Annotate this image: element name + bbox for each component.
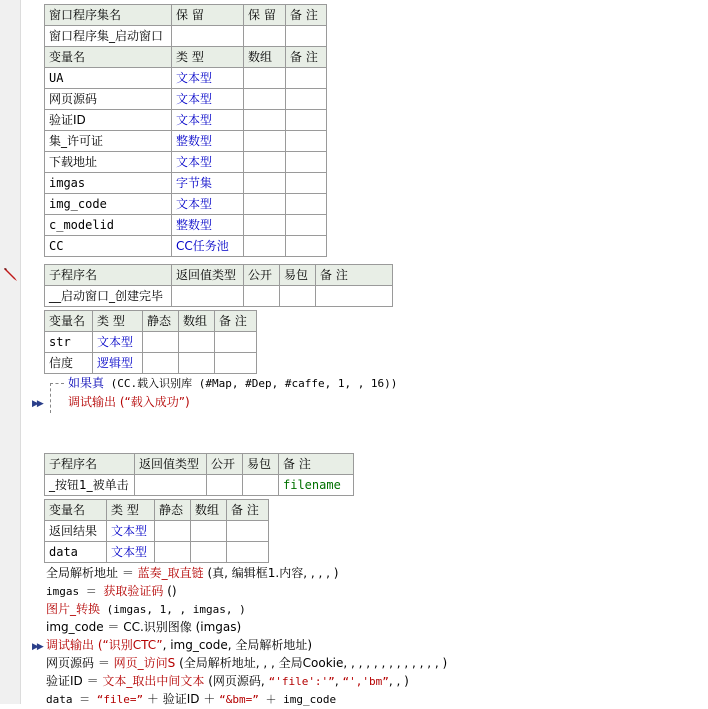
local-var-table-startup (44, 310, 257, 374)
code-function: 获取验证码 (103, 584, 164, 598)
header-cell: 备 注 (316, 265, 393, 286)
code-function: 文本_取出中间文本 (102, 674, 205, 688)
var-name[interactable]: CC (45, 236, 172, 257)
header-cell: 易包 (243, 454, 279, 475)
arrow-marker-icon: ▶▶ (32, 399, 42, 409)
var-type[interactable]: CC任务池 (172, 236, 244, 257)
code-line[interactable] (46, 600, 246, 619)
debug-function: 调试输出 (68, 395, 117, 409)
subroutine-table-startup (44, 264, 393, 307)
pencil-icon[interactable] (3, 266, 19, 282)
var-row[interactable] (45, 542, 269, 563)
header-cell: 返回值类型 (135, 454, 207, 475)
header-cell: 变量名 (45, 311, 93, 332)
arrow-marker-icon: ▶▶ (32, 642, 42, 652)
code-line[interactable] (46, 672, 409, 691)
code-line[interactable] (46, 618, 241, 636)
code-string: “'file':'” (268, 675, 335, 688)
subroutine-header-row (45, 454, 354, 475)
code-line-if[interactable] (68, 374, 397, 393)
header-cell: 备 注 (215, 311, 257, 332)
assembly-name[interactable]: 窗口程序集_启动窗口 (45, 26, 172, 47)
header-cell: 数组 (179, 311, 215, 332)
var-row[interactable] (45, 131, 327, 152)
header-cell: 数组 (191, 500, 227, 521)
header-cell: 变量名 (45, 500, 107, 521)
var-name[interactable]: imgas (45, 173, 172, 194)
subroutine-name[interactable]: _按钮1_被单击 (45, 475, 135, 496)
var-row[interactable] (45, 194, 327, 215)
code-line[interactable] (46, 564, 338, 582)
header-cell: 易包 (280, 265, 316, 286)
code-function: 图片_转换 (46, 602, 101, 616)
var-type[interactable]: 文本型 (107, 542, 155, 563)
code-line[interactable] (46, 582, 177, 601)
header-cell: 变量名 (45, 47, 172, 68)
var-type[interactable]: 文本型 (107, 521, 155, 542)
var-name[interactable]: 集_许可证 (45, 131, 172, 152)
var-name[interactable]: 下载地址 (45, 152, 172, 173)
header-cell: 备 注 (227, 500, 269, 521)
var-type[interactable]: 文本型 (172, 68, 244, 89)
subroutine-table-button (44, 453, 354, 496)
debug-args: (“载入成功”) (116, 395, 190, 409)
var-row[interactable] (45, 152, 327, 173)
code-text: (真, 编辑框1.内容, , , , ) (203, 566, 339, 580)
var-type[interactable]: 整数型 (172, 131, 244, 152)
header-cell: 类 型 (107, 500, 155, 521)
subroutine-name[interactable]: __启动窗口_创建完毕 (45, 286, 172, 307)
var-row[interactable] (45, 173, 327, 194)
subroutine-name-row[interactable] (45, 475, 354, 496)
header-cell: 类 型 (172, 47, 244, 68)
code-string: “file=” (96, 693, 144, 706)
var-row[interactable] (45, 332, 257, 353)
var-name[interactable]: data (45, 542, 107, 563)
code-string: (“识别CTC” (94, 638, 163, 652)
assembly-name-row[interactable] (45, 26, 327, 47)
header-cell: 保 留 (172, 5, 244, 26)
header-cell: 数组 (244, 47, 286, 68)
header-cell: 子程序名 (45, 265, 172, 286)
header-cell: 窗口程序集名 (45, 5, 172, 26)
code-text: , img_code, 全局解析地址) (162, 638, 313, 652)
if-condition: (CC.载入识别库 (#Map, #Dep, #caffe, 1, , 16)) (104, 377, 398, 390)
code-text: ＋ img_code (258, 693, 337, 706)
subroutine-remark[interactable]: filename (279, 475, 354, 496)
var-name[interactable]: UA (45, 68, 172, 89)
header-cell: 备 注 (286, 5, 327, 26)
code-line-debug[interactable] (68, 393, 190, 411)
var-row[interactable] (45, 521, 269, 542)
var-row[interactable] (45, 215, 327, 236)
code-text: ＋ 验证ID ＋ (143, 692, 220, 706)
var-row[interactable] (45, 68, 327, 89)
code-text: () (163, 584, 177, 598)
code-line[interactable] (46, 636, 312, 654)
code-text: imgas ＝ (46, 585, 104, 598)
code-function: 蓝奏_取直链 (137, 566, 204, 580)
code-text: (网页源码, (204, 674, 269, 688)
var-type[interactable]: 文本型 (172, 194, 244, 215)
var-row[interactable] (45, 89, 327, 110)
code-text: (全局解析地址, , , 全局Cookie, , , , , , , , , , , , , ) (175, 656, 448, 670)
var-type[interactable]: 文本型 (93, 332, 143, 353)
var-type[interactable]: 整数型 (172, 215, 244, 236)
subroutine-name-row[interactable] (45, 286, 393, 307)
code-text: , , ) (388, 674, 409, 688)
var-row[interactable] (45, 353, 257, 374)
var-header-row (45, 47, 327, 68)
code-text: 验证ID ＝ (46, 674, 103, 688)
if-keyword: 如果真 (68, 376, 105, 390)
code-text: img_code ＝ CC.识别图像 (imgas) (46, 620, 242, 634)
var-name[interactable]: str (45, 332, 93, 353)
code-text: (imgas, 1, , imgas, ) (100, 603, 246, 616)
code-string: “&bm=” (219, 693, 259, 706)
header-cell: 保 留 (244, 5, 286, 26)
header-cell: 备 注 (286, 47, 327, 68)
code-line[interactable] (46, 654, 447, 672)
assembly-header-row (45, 5, 327, 26)
header-cell: 静态 (143, 311, 179, 332)
var-name[interactable]: 返回结果 (45, 521, 107, 542)
header-cell: 静态 (155, 500, 191, 521)
var-name[interactable]: img_code (45, 194, 172, 215)
var-type[interactable]: 文本型 (172, 152, 244, 173)
var-type[interactable]: 文本型 (172, 89, 244, 110)
editor-gutter (0, 0, 21, 704)
var-name[interactable]: 验证ID (45, 110, 172, 131)
code-string: “','bm” (342, 675, 389, 688)
header-cell: 类 型 (93, 311, 143, 332)
var-header-row (45, 311, 257, 332)
var-row[interactable] (45, 236, 327, 257)
code-line[interactable] (46, 690, 336, 709)
var-type[interactable]: 文本型 (172, 110, 244, 131)
if-branch-line (50, 383, 64, 384)
header-cell: 公开 (244, 265, 280, 286)
var-type[interactable]: 字节集 (172, 173, 244, 194)
if-branch-line (50, 383, 51, 413)
code-function: 调试输出 (46, 638, 95, 652)
code-function: 网页_访问S (113, 656, 176, 670)
var-header-row (45, 500, 269, 521)
var-name[interactable]: 网页源码 (45, 89, 172, 110)
code-text: 网页源码 ＝ (46, 656, 114, 670)
var-type[interactable]: 逻辑型 (93, 353, 143, 374)
subroutine-header-row (45, 265, 393, 286)
var-row[interactable] (45, 110, 327, 131)
header-cell: 子程序名 (45, 454, 135, 475)
var-name[interactable]: c_modelid (45, 215, 172, 236)
code-text: data ＝ (46, 693, 97, 706)
code-text: 全局解析地址 ＝ (46, 566, 138, 580)
code-text: , (334, 674, 343, 688)
assembly-table (44, 4, 327, 257)
var-name[interactable]: 信度 (45, 353, 93, 374)
local-var-table-button (44, 499, 269, 563)
header-cell: 返回值类型 (172, 265, 244, 286)
header-cell: 公开 (207, 454, 243, 475)
header-cell: 备 注 (279, 454, 354, 475)
